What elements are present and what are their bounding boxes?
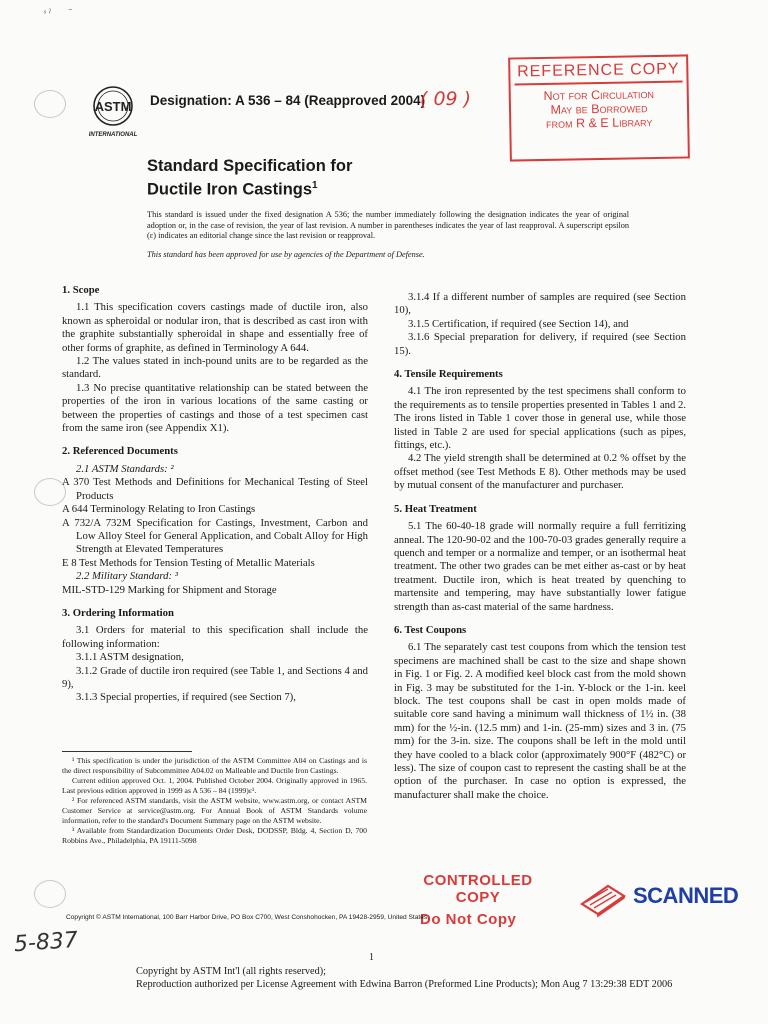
designation: Designation: A 536 – 84 (Reapproved 2004): [150, 93, 426, 108]
paragraph: 4.2 The yield strength shall be determined at 0.2 % offset by the offset method (see Test Methods E 8). Other methods may be used by mutual consent of the manufacturer and purchaser.: [394, 452, 686, 492]
reference-item: A 732/A 732M Specification for Castings, Investment, Carbon and Low Alloy Steel for General Application, and Cobalt Alloy for High Strength at Elevated Temperatures: [62, 516, 368, 556]
stamp-line: REFERENCE COPY: [514, 57, 682, 86]
astm-logo-icon: [84, 82, 142, 140]
section-referenced-documents: [62, 445, 368, 596]
section-scope: [62, 284, 368, 435]
left-column: [62, 284, 368, 715]
section-heading: 1. Scope: [62, 284, 100, 296]
footnote: ² For referenced ASTM standards, visit the ASTM website, www.astm.org, or contact ASTM Customer Service at service@astm.org. For Annual Book of ASTM Standards volume information, refer to the standard's Document Summary page on the ASTM website.: [62, 796, 367, 825]
footnote: ¹ This specification is under the jurisdiction of the ASTM Committee A04 on Castings and is the direct responsibility of Subcommittee A04.02 on Malleable and Ductile Iron Castings.: [62, 756, 367, 775]
paragraph: 5.1 The 60-40-18 grade will normally require a full ferritizing anneal. The 120-90-02 and the 100-70-03 grades generally require a quench and temper or a normalize and temper, or an isothermal heat treatment. The other two grades can be met either as-cast or by heat treatment. Ductile iron, which is heat treated by quenching to martensite and tempering, may have substantially lower fatigue strength than as-cast material of the same hardness.: [394, 520, 686, 613]
section-tensile-requirements: [394, 368, 686, 493]
handwritten-number: 5-837: [13, 927, 79, 958]
stamp-line: Not for Circulation: [543, 87, 655, 103]
license-line-1: Copyright by ASTM Int'l (all rights reserved);: [136, 966, 327, 977]
paragraph: 3.1.4 If a different number of samples are required (see Section 10),: [394, 291, 686, 317]
paragraph: 3.1.6 Special preparation for delivery, if required (see Section 15).: [394, 331, 686, 357]
section-heading: 2. Referenced Documents: [62, 445, 178, 458]
reference-item: A 370 Test Methods and Definitions for Mechanical Testing of Steel Products: [62, 476, 368, 502]
hole-punch-mark: [34, 880, 66, 908]
paragraph: 3.1.2 Grade of ductile iron required (see Table 1, and Sections 4 and 9),: [62, 664, 368, 690]
right-column: [394, 291, 686, 812]
section-heading: 6. Test Coupons: [394, 623, 467, 636]
title-line: Ductile Iron Castings$^1$: [147, 180, 318, 199]
section-heading: 4. Tensile Requirements: [394, 368, 503, 381]
paragraph: 1.3 No precise quantitative relationship can be stated between the properties of the iron in various locations of the same casting or between the properties of castings and those of a test specimen cast from the same iron (see Appendix X1).: [62, 381, 368, 435]
page-number: 1: [369, 952, 374, 963]
section-heat-treatment: [394, 503, 686, 614]
section-heading: 3. Ordering Information: [62, 606, 174, 619]
footnotes: [62, 756, 367, 846]
stamp-line: May be Borrowed: [550, 101, 648, 117]
scanner-icon: [578, 878, 628, 918]
stamp-line: CONTROLLED: [423, 872, 533, 889]
title-line: Standard Specification for: [147, 157, 353, 175]
copyright-line: Copyright © ASTM International, 100 Barr Harbor Drive, PO Box C700, West Conshohocken, PA 19428-2959, United States.: [66, 914, 430, 921]
svg-text:INTERNATIONAL: INTERNATIONAL: [88, 132, 138, 138]
paragraph: 6.1 The separately cast test coupons from which the tension test specimens are machined shall be cast to the size and shape shown in Fig. 1 or Fig. 2. A modified keel block cast from the mold shown in Fig. 3 may be substituted for the 1-in. Y-block or the 1-in. keel block. The test coupons shall be cast in open molds made of suitable core sand having a minimum wall thickness of 1½ in. (38 mm) for the ½-in. (12.5 mm) and 1-in. (25-mm) sizes and 3 in. (75 mm) for the 3-in. size. The coupons shall be left in the mold until they have cooled to a black color (approximately 900°F (482°C) or less). The size of coupon cast to represent the casting shall be at the option of the purchaser. In case no option is expressed, the manufacturer shall make the choice.: [394, 641, 686, 801]
approval-note: This standard has been approved for use by agencies of the Department of Defense.: [147, 250, 425, 259]
paragraph: 3.1.5 Certification, if required (see Section 14), and: [408, 317, 629, 330]
reference-item: E 8 Test Methods for Tension Testing of Metallic Materials: [62, 556, 315, 569]
paragraph: 3.1 Orders for material to this specification shall include the following information:: [62, 624, 368, 650]
paragraph: 3.1.3 Special properties, if required (see Section 7),: [76, 691, 296, 704]
issue-note: This standard is issued under the fixed designation A 536; the number immediately following the designation indicates the year of original adoption or, in the case of revision, the year of last revision. A number in parentheses indicates the year of last reapproval. A superscript epsilon (ε) indicates an editorial change since the last revision or reapproval.: [147, 210, 629, 240]
svg-text:ASTM: ASTM: [94, 99, 132, 114]
license-line-2: Reproduction authorized per License Agreement with Edwina Barron (Preformed Line Products); Mon Aug 7 13:29:38 EDT 2006: [136, 979, 673, 990]
scan-mark: ˢ ˀ ˜: [44, 8, 72, 19]
reference-copy-stamp: [508, 54, 690, 161]
paragraph: 2.2 Military Standard: ³: [76, 570, 178, 583]
handwritten-annotation: ( 09 ): [420, 88, 472, 110]
footnote-rule: [62, 751, 192, 752]
controlled-copy-stamp: [418, 872, 538, 906]
footnote: Current edition approved Oct. 1, 2004. Published October 2004. Originally approved in 1965. Last previous edition approved in 1999 as A 536 – 84 (1999)ε¹.: [62, 776, 367, 795]
section-ordering-continued: [394, 291, 686, 358]
do-not-copy-stamp: Do Not Copy: [420, 911, 517, 928]
paragraph: 3.1.1 ASTM designation,: [76, 651, 184, 664]
paragraph: 4.1 The iron represented by the test specimens shall conform to the requirements as to tensile properties presented in Tables 1 and 2. The irons listed in Table 1 cover those in general use, while those listed in Table 2 are used for special applications (such as pipes, fittings, etc.).: [394, 385, 686, 452]
paragraph: 1.2 The values stated in inch-pound units are to be regarded as the standard.: [62, 355, 368, 381]
section-heading: 5. Heat Treatment: [394, 502, 477, 515]
stamp-line: from R & E Library: [545, 115, 653, 131]
section-test-coupons: [394, 624, 686, 802]
section-ordering-information: [62, 607, 368, 705]
reference-item: MIL-STD-129 Marking for Shipment and Storage: [62, 583, 277, 596]
scanned-stamp: SCANNED: [633, 883, 739, 908]
paragraph: 2.1 ASTM Standards: ²: [76, 462, 174, 475]
document-title: [147, 157, 352, 200]
hole-punch-mark: [34, 90, 66, 118]
reference-item: A 644 Terminology Relating to Iron Castings: [62, 503, 256, 516]
footnote: ³ Available from Standardization Documents Order Desk, DODSSP, Bldg. 4, Section D, 700 Robbins Ave., Philadelphia, PA 19111-5098: [62, 826, 367, 845]
paragraph: 1.1 This specification covers castings made of ductile iron, also known as spheroidal or nodular iron, that is described as cast iron with the graphite substantially spheroidal in shape and essentially free of other forms of graphite, as defined in Terminology A 644.: [62, 301, 368, 354]
stamp-line: COPY: [455, 889, 501, 906]
